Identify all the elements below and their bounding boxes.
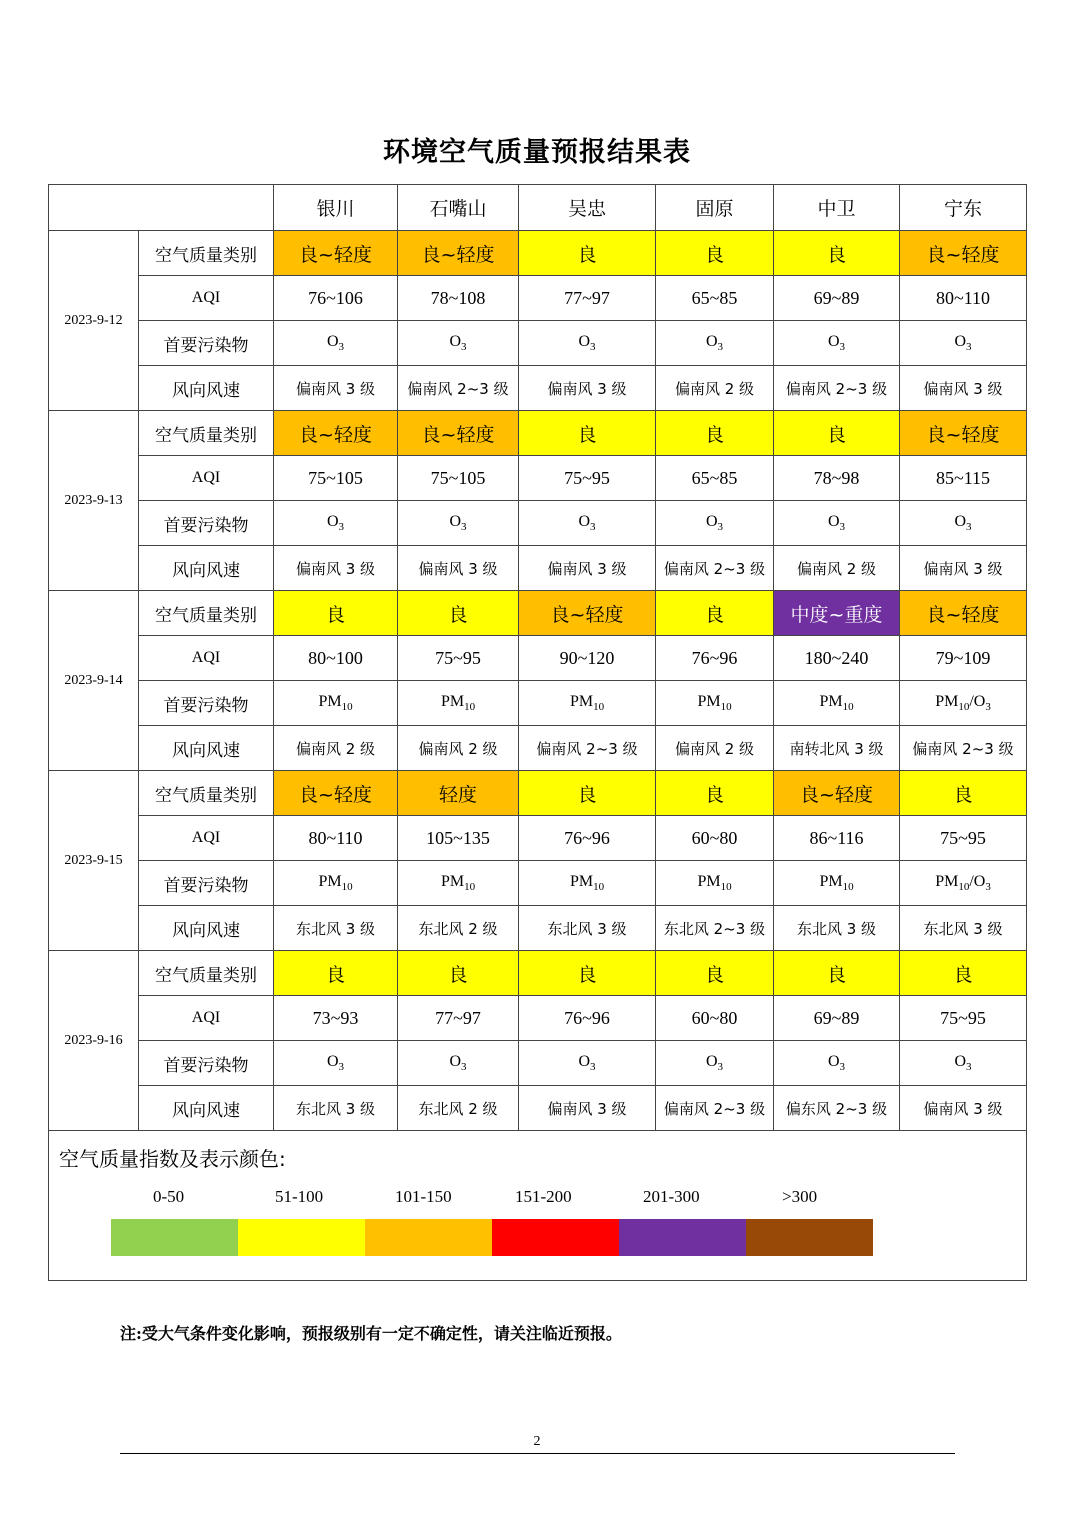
pollutant-subscript: 3 — [590, 521, 596, 534]
pollutant-cell — [774, 1041, 900, 1086]
aqi-cell: 65~85 — [656, 276, 774, 321]
pollutant-cell — [398, 501, 519, 546]
row-label-quality: 空气质量类别 — [139, 951, 274, 996]
wind-cell: 偏南风 2~3 级 — [900, 726, 1027, 771]
pollutant-name: PM — [697, 872, 721, 890]
forecast-note: 注:受大气条件变化影响，预报级别有一定不确定性，请关注临近预报。 — [120, 1324, 622, 1343]
wind-cell: 偏南风 3 级 — [900, 366, 1027, 411]
pollutant-cell — [900, 681, 1027, 726]
pollutant-cell — [274, 1041, 398, 1086]
aqi-cell: 75~105 — [398, 456, 519, 501]
pollutant-name: PM — [440, 872, 465, 890]
pollutant-name: PM — [318, 872, 342, 890]
quality-cell: 良 — [519, 771, 656, 816]
aqi-cell: 90~120 — [519, 636, 656, 681]
aqi-row — [49, 816, 1027, 861]
pollutant-name: O — [954, 332, 967, 350]
quality-cell: 良 — [656, 231, 774, 276]
quality-row — [49, 231, 1027, 276]
wind-row — [49, 906, 1027, 951]
pollutant-cell — [274, 321, 398, 366]
pollutant-subscript: 3 — [338, 341, 345, 354]
pollutant-subscript: 10 — [958, 701, 970, 714]
legend-color-swatch — [111, 1219, 238, 1256]
wind-row — [49, 1086, 1027, 1131]
wind-cell: 东北风 3 级 — [519, 906, 656, 951]
pollutant-name: O — [578, 332, 591, 350]
wind-row — [49, 546, 1027, 591]
legend-row — [49, 1131, 1027, 1281]
city-header: 吴忠 — [519, 185, 656, 231]
aqi-cell: 76~96 — [519, 996, 656, 1041]
forecast-table — [48, 184, 1027, 1281]
wind-row — [49, 366, 1027, 411]
aqi-cell: 76~96 — [519, 816, 656, 861]
legend-range-label: 51-100 — [275, 1187, 324, 1206]
legend-range-label: 101-150 — [395, 1187, 452, 1206]
pollutant-name: PM — [440, 692, 465, 710]
city-header: 银川 — [274, 185, 398, 231]
legend-color-swatch — [746, 1219, 873, 1256]
pollutant-cell — [656, 861, 774, 906]
pollutant-subscript: 10 — [593, 881, 605, 894]
quality-cell: 良~轻度 — [274, 771, 398, 816]
quality-cell: 良 — [656, 411, 774, 456]
wind-cell: 偏南风 2 级 — [274, 726, 398, 771]
quality-cell: 良 — [274, 591, 398, 636]
pollutant-name: PM — [569, 692, 594, 710]
wind-cell: 偏南风 2~3 级 — [656, 1086, 774, 1131]
quality-cell: 良~轻度 — [900, 411, 1027, 456]
quality-cell: 良 — [656, 771, 774, 816]
row-label-pollutant: 首要污染物 — [139, 501, 274, 546]
pollutant-name: O — [449, 332, 462, 350]
quality-cell: 良~轻度 — [274, 411, 398, 456]
city-header: 固原 — [656, 185, 774, 231]
aqi-cell: 73~93 — [274, 996, 398, 1041]
aqi-cell: 75~95 — [519, 456, 656, 501]
pollutant-cell — [656, 1041, 774, 1086]
quality-cell: 良~轻度 — [900, 591, 1027, 636]
wind-cell: 偏南风 3 级 — [274, 366, 398, 411]
pollutant-row — [49, 1041, 1027, 1086]
aqi-row — [49, 276, 1027, 321]
pollutant-cell — [398, 681, 519, 726]
legend-color-swatch — [619, 1219, 746, 1256]
pollutant-name: O — [954, 1052, 967, 1070]
pollutant-name: O — [705, 1052, 718, 1070]
pollutant-subscript: 3 — [461, 1061, 467, 1074]
wind-cell: 偏南风 2~3 级 — [656, 546, 774, 591]
wind-cell: 偏南风 3 级 — [519, 366, 656, 411]
pollutant-cell — [774, 321, 900, 366]
quality-cell: 良 — [398, 951, 519, 996]
pollutant-subscript: 10 — [842, 881, 854, 894]
row-label-quality: 空气质量类别 — [139, 411, 274, 456]
pollutant-subscript: 10 — [464, 881, 476, 894]
quality-cell: 良 — [519, 231, 656, 276]
legend-cell — [49, 1131, 1027, 1281]
wind-cell: 偏南风 2~3 级 — [519, 726, 656, 771]
aqi-cell: 80~110 — [274, 816, 398, 861]
pollutant-row — [49, 501, 1027, 546]
pollutant-subscript: 3 — [461, 341, 467, 354]
aqi-cell: 86~116 — [774, 816, 900, 861]
pollutant-subscript: 3 — [985, 701, 991, 714]
wind-cell: 偏南风 3 级 — [519, 1086, 656, 1131]
wind-cell: 偏南风 3 级 — [519, 546, 656, 591]
pollutant-cell — [519, 861, 656, 906]
aqi-row — [49, 456, 1027, 501]
page-title: 环境空气质量预报结果表 — [383, 137, 691, 168]
wind-cell: 东北风 3 级 — [774, 906, 900, 951]
pollutant-cell — [656, 501, 774, 546]
aqi-cell: 78~98 — [774, 456, 900, 501]
quality-cell: 良~轻度 — [398, 231, 519, 276]
pollutant-subscript: 3 — [839, 341, 846, 354]
pollutant-cell — [398, 321, 519, 366]
quality-cell: 良~轻度 — [900, 231, 1027, 276]
pollutant-name: O — [578, 512, 591, 530]
aqi-cell: 105~135 — [398, 816, 519, 861]
legend-color-swatch — [492, 1219, 619, 1256]
quality-cell: 良 — [774, 951, 900, 996]
aqi-cell: 180~240 — [774, 636, 900, 681]
aqi-cell: 60~80 — [656, 816, 774, 861]
pollutant-cell — [774, 861, 900, 906]
aqi-cell: 77~97 — [398, 996, 519, 1041]
legend-color-swatch — [238, 1219, 365, 1256]
quality-cell: 轻度 — [398, 771, 519, 816]
pollutant-cell — [519, 321, 656, 366]
pollutant-cell — [398, 1041, 519, 1086]
aqi-cell: 76~96 — [656, 636, 774, 681]
pollutant-subscript: 3 — [717, 341, 724, 354]
wind-cell: 偏南风 2 级 — [656, 726, 774, 771]
pollutant-subscript: 10 — [593, 701, 605, 714]
pollutant-subscript: 3 — [966, 521, 972, 534]
pollutant-name: O — [326, 1052, 339, 1070]
aqi-cell: 80~110 — [900, 276, 1027, 321]
pollutant-name: PM — [935, 692, 959, 710]
pollutant-name: O — [449, 512, 462, 530]
page-number: 2 — [533, 1434, 541, 1449]
row-label-aqi: AQI — [139, 816, 274, 861]
date-cell: 2023-9-16 — [49, 951, 139, 1131]
quality-row — [49, 771, 1027, 816]
pollutant-cell — [398, 861, 519, 906]
aqi-color-legend — [49, 1131, 1025, 1280]
pollutant-cell — [774, 501, 900, 546]
pollutant-subscript: 3 — [590, 1061, 596, 1074]
pollutant-name: O — [827, 512, 840, 530]
aqi-cell: 75~95 — [900, 996, 1027, 1041]
pollutant-subscript: 10 — [341, 701, 353, 714]
wind-cell: 偏南风 2~3 级 — [398, 366, 519, 411]
pollutant-row — [49, 681, 1027, 726]
quality-row — [49, 411, 1027, 456]
pollutant-cell — [900, 861, 1027, 906]
aqi-cell: 80~100 — [274, 636, 398, 681]
row-label-wind: 风向风速 — [139, 1086, 274, 1131]
pollutant-name: PM — [819, 872, 843, 890]
wind-cell: 偏南风 2 级 — [656, 366, 774, 411]
pollutant-row — [49, 861, 1027, 906]
row-label-pollutant: 首要污染物 — [139, 861, 274, 906]
pollutant-cell — [900, 501, 1027, 546]
aqi-cell: 78~108 — [398, 276, 519, 321]
wind-cell: 东北风 3 级 — [900, 906, 1027, 951]
wind-cell: 东北风 2~3 级 — [656, 906, 774, 951]
city-header: 中卫 — [774, 185, 900, 231]
legend-title: 空气质量指数及表示颜色: — [59, 1147, 286, 1171]
quality-cell: 良~轻度 — [398, 411, 519, 456]
pollutant-cell — [656, 321, 774, 366]
pollutant-name: O — [449, 1052, 462, 1070]
pollutant-name: /O — [969, 692, 986, 710]
wind-cell: 东北风 2 级 — [398, 906, 519, 951]
aqi-row — [49, 996, 1027, 1041]
aqi-cell: 76~106 — [274, 276, 398, 321]
wind-cell: 东北风 2 级 — [398, 1086, 519, 1131]
pollutant-subscript: 3 — [338, 1061, 345, 1074]
aqi-cell: 65~85 — [656, 456, 774, 501]
pollutant-cell — [274, 861, 398, 906]
wind-cell: 东北风 3 级 — [274, 1086, 398, 1131]
pollutant-name: PM — [935, 872, 959, 890]
date-cell: 2023-9-12 — [49, 231, 139, 411]
corner-cell — [49, 185, 274, 231]
row-label-pollutant: 首要污染物 — [139, 1041, 274, 1086]
legend-range-label: 0-50 — [153, 1187, 185, 1206]
pollutant-cell — [900, 321, 1027, 366]
row-label-aqi: AQI — [139, 456, 274, 501]
pollutant-subscript: 3 — [839, 521, 846, 534]
row-label-wind: 风向风速 — [139, 906, 274, 951]
row-label-aqi: AQI — [139, 636, 274, 681]
aqi-cell: 69~89 — [774, 276, 900, 321]
wind-cell: 偏南风 2~3 级 — [774, 366, 900, 411]
row-label-aqi: AQI — [139, 276, 274, 321]
aqi-cell: 85~115 — [900, 456, 1027, 501]
wind-cell: 南转北风 3 级 — [774, 726, 900, 771]
pollutant-cell — [519, 681, 656, 726]
wind-cell: 偏南风 2 级 — [774, 546, 900, 591]
quality-cell: 中度~重度 — [774, 591, 900, 636]
pollutant-name: O — [326, 512, 339, 530]
footer-divider — [120, 1453, 955, 1454]
wind-cell: 偏南风 3 级 — [398, 546, 519, 591]
quality-cell: 良 — [656, 591, 774, 636]
quality-cell: 良 — [274, 951, 398, 996]
legend-color-swatch — [365, 1219, 492, 1256]
row-label-wind: 风向风速 — [139, 546, 274, 591]
city-header: 石嘴山 — [398, 185, 519, 231]
pollutant-subscript: 3 — [717, 1061, 724, 1074]
pollutant-cell — [519, 1041, 656, 1086]
date-cell: 2023-9-14 — [49, 591, 139, 771]
pollutant-subscript: 10 — [842, 701, 854, 714]
pollutant-name: O — [326, 332, 339, 350]
pollutant-subscript: 10 — [341, 881, 353, 894]
pollutant-subscript: 3 — [461, 521, 467, 534]
quality-cell: 良 — [900, 951, 1027, 996]
quality-cell: 良 — [519, 951, 656, 996]
city-header: 宁东 — [900, 185, 1027, 231]
row-label-aqi: AQI — [139, 996, 274, 1041]
quality-cell: 良~轻度 — [519, 591, 656, 636]
legend-range-label: 151-200 — [515, 1187, 572, 1206]
aqi-row — [49, 636, 1027, 681]
wind-cell: 东北风 3 级 — [274, 906, 398, 951]
aqi-cell: 75~95 — [398, 636, 519, 681]
pollutant-name: PM — [697, 692, 721, 710]
pollutant-subscript: 3 — [717, 521, 724, 534]
date-cell: 2023-9-13 — [49, 411, 139, 591]
pollutant-subscript: 3 — [590, 341, 596, 354]
pollutant-subscript: 3 — [839, 1061, 846, 1074]
pollutant-name: O — [578, 1052, 591, 1070]
aqi-cell: 79~109 — [900, 636, 1027, 681]
wind-cell: 偏南风 2 级 — [398, 726, 519, 771]
pollutant-name: PM — [318, 692, 342, 710]
quality-cell: 良~轻度 — [774, 771, 900, 816]
pollutant-subscript: 3 — [966, 1061, 972, 1074]
pollutant-cell — [774, 681, 900, 726]
quality-cell: 良 — [398, 591, 519, 636]
pollutant-subscript: 10 — [720, 881, 732, 894]
pollutant-subscript: 10 — [464, 701, 476, 714]
legend-range-label: 201-300 — [643, 1187, 700, 1206]
pollutant-name: O — [954, 512, 967, 530]
row-label-pollutant: 首要污染物 — [139, 321, 274, 366]
wind-cell: 偏南风 3 级 — [274, 546, 398, 591]
quality-cell: 良 — [774, 231, 900, 276]
pollutant-subscript: 10 — [958, 881, 970, 894]
pollutant-subscript: 10 — [720, 701, 732, 714]
quality-cell: 良 — [519, 411, 656, 456]
quality-cell: 良~轻度 — [274, 231, 398, 276]
pollutant-name: PM — [569, 872, 594, 890]
header-row — [49, 185, 1027, 231]
aqi-cell: 60~80 — [656, 996, 774, 1041]
wind-cell: 偏南风 3 级 — [900, 546, 1027, 591]
aqi-cell: 75~105 — [274, 456, 398, 501]
pollutant-cell — [274, 681, 398, 726]
legend-range-label: >300 — [782, 1187, 818, 1206]
quality-row — [49, 951, 1027, 996]
aqi-cell: 75~95 — [900, 816, 1027, 861]
pollutant-name: O — [705, 332, 718, 350]
quality-row — [49, 591, 1027, 636]
row-label-quality: 空气质量类别 — [139, 591, 274, 636]
pollutant-name: /O — [969, 872, 986, 890]
pollutant-cell — [519, 501, 656, 546]
wind-row — [49, 726, 1027, 771]
date-cell: 2023-9-15 — [49, 771, 139, 951]
row-label-wind: 风向风速 — [139, 366, 274, 411]
quality-cell: 良 — [656, 951, 774, 996]
pollutant-name: PM — [819, 692, 843, 710]
quality-cell: 良 — [774, 411, 900, 456]
pollutant-cell — [900, 1041, 1027, 1086]
pollutant-subscript: 3 — [338, 521, 345, 534]
aqi-cell: 69~89 — [774, 996, 900, 1041]
pollutant-name: O — [827, 332, 840, 350]
pollutant-cell — [274, 501, 398, 546]
pollutant-subscript: 3 — [985, 881, 991, 894]
row-label-pollutant: 首要污染物 — [139, 681, 274, 726]
pollutant-name: O — [827, 1052, 840, 1070]
pollutant-cell — [656, 681, 774, 726]
wind-cell: 偏东风 2~3 级 — [774, 1086, 900, 1131]
pollutant-name: O — [705, 512, 718, 530]
row-label-wind: 风向风速 — [139, 726, 274, 771]
quality-cell: 良 — [900, 771, 1027, 816]
row-label-quality: 空气质量类别 — [139, 771, 274, 816]
pollutant-row — [49, 321, 1027, 366]
wind-cell: 偏南风 3 级 — [900, 1086, 1027, 1131]
row-label-quality: 空气质量类别 — [139, 231, 274, 276]
pollutant-subscript: 3 — [966, 341, 972, 354]
aqi-cell: 77~97 — [519, 276, 656, 321]
